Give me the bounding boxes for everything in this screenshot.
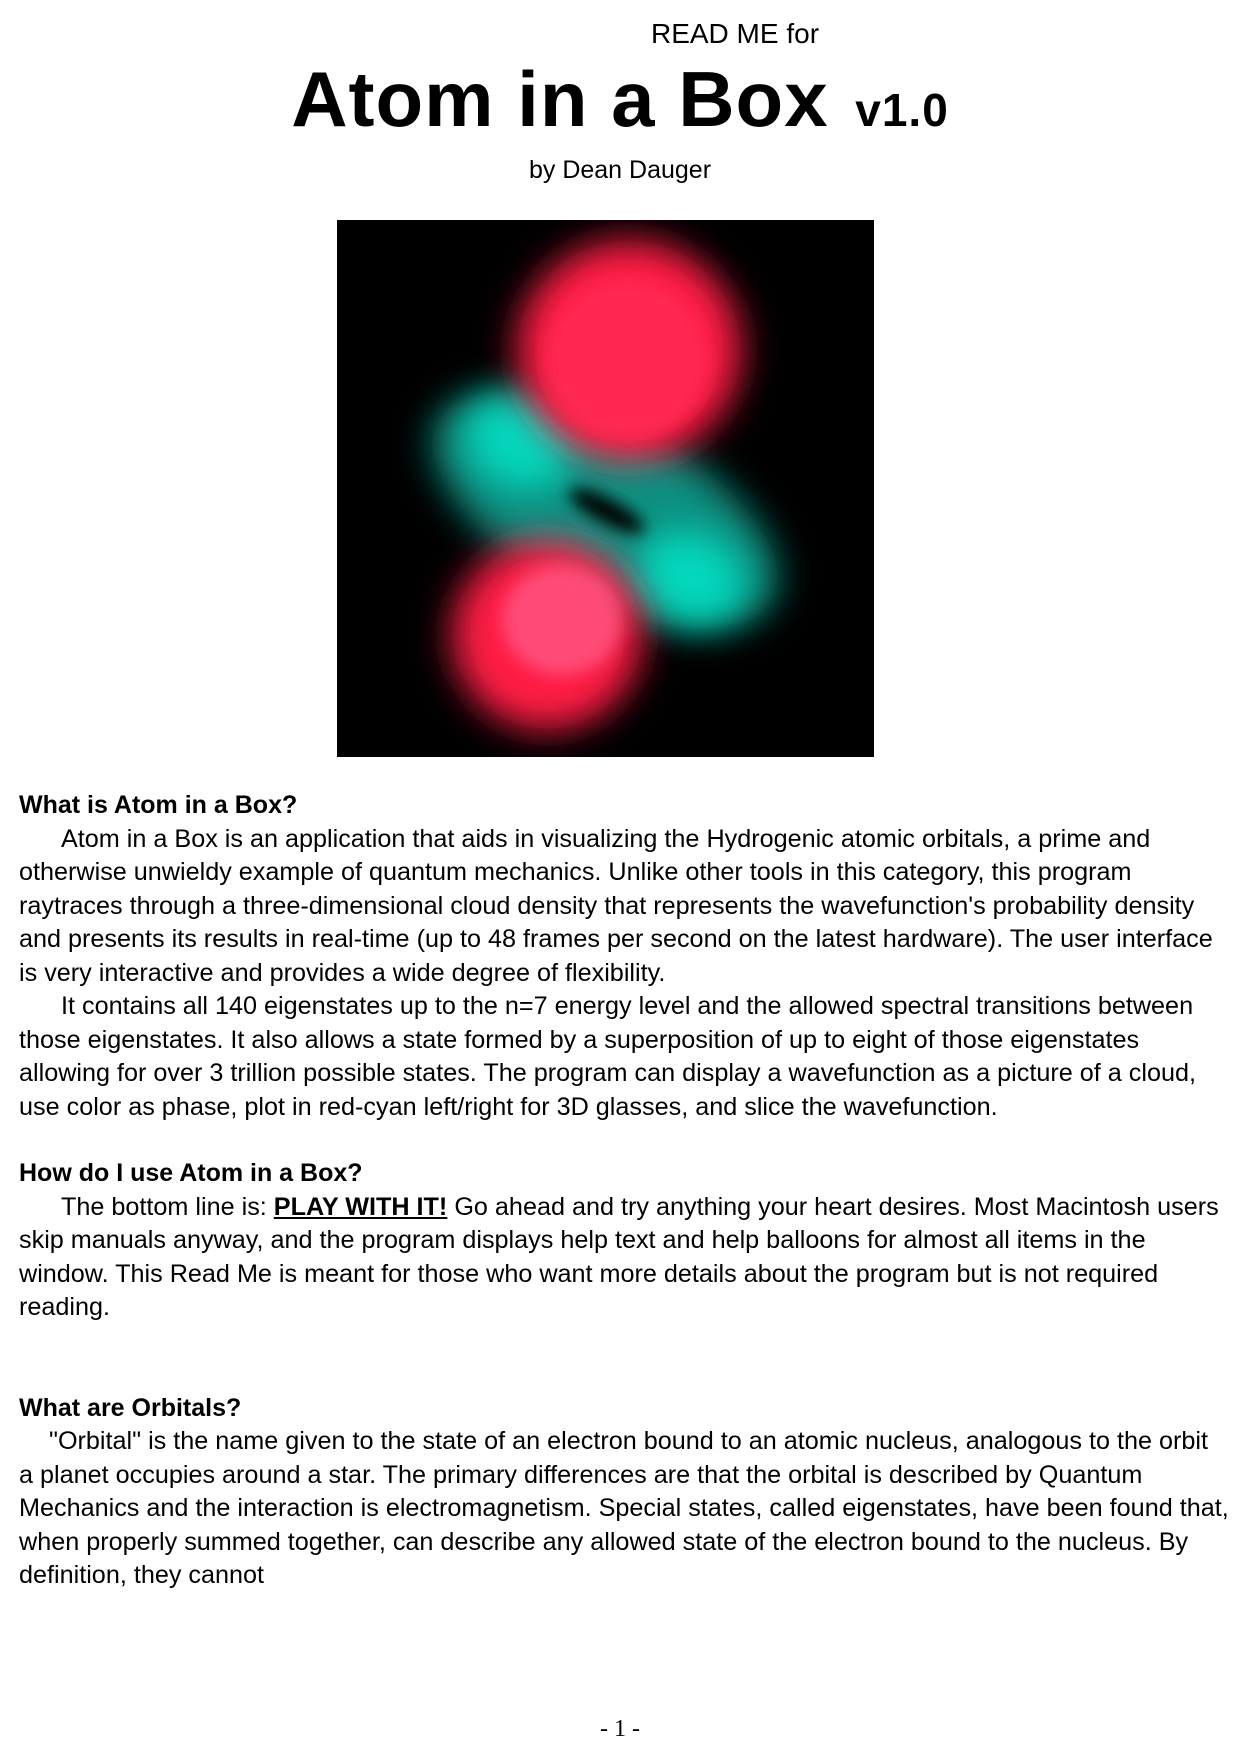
paragraph: "Orbital" is the name given to the state of an electron bound to an atomic nucleus, analogous to the orbit a planet occupies around a star. The primary differences are that the orbital is described by Quantum Mechanics and the interaction is electromagnetism. Special states, called eigenstates, have been found that, when properly summed together, can describe any allowed state of the electron bound to the nucleus. By definition, they cannot	[19, 1427, 1229, 1589]
version-label: v1.0	[855, 84, 949, 136]
body-text	[19, 789, 1229, 1593]
author-line: by Dean Dauger	[528, 156, 712, 184]
title-text: Atom in a Box	[291, 55, 829, 143]
orbital-svg	[337, 220, 874, 757]
paragraph: It contains all 140 eigenstates up to the n=7 energy level and the allowed spectral transitions between those eigenstates. It also allows a state formed by a superposition of up to eight of those eigenstates allowing for over 3 trillion possible states. The program can display a wavefunction as a picture of a cloud, use color as phase, plot in red-cyan left/right for 3D glasses, and slice the wavefunction.	[19, 992, 1196, 1121]
pre-title: READ ME for	[650, 18, 820, 49]
heading-how-use: How do I use Atom in a Box?	[19, 1159, 363, 1187]
how-use-rest: Go ahead and try anything your heart desires. Most Macintosh users skip manuals anyway, and the program displays help text and help balloons for almost all items in the window. This Read Me is meant for those who want more details about the program but is not required reading.	[19, 1192, 1219, 1321]
document-title	[0, 55, 1240, 143]
heading-orbitals: What are Orbitals?	[19, 1393, 242, 1422]
paragraph: Atom in a Box is an application that aids in visualizing the Hydrogenic atomic orbitals, a prime and otherwise unwieldy example of quantum mechanics. Unlike other tools in this category, this program raytraces through a three-dimensional cloud density that represents the wavefunction's probability density and presents its results in real-time (up to 48 frames per second on the latest hardware). The user interface is very interactive and provides a wide degree of flexibility.	[19, 824, 1213, 987]
paragraph	[19, 1191, 1229, 1325]
heading-what-is: What is Atom in a Box?	[19, 791, 298, 819]
orbital-illustration	[337, 220, 874, 757]
how-use-lead: The bottom line is:	[61, 1192, 274, 1221]
play-with-it-emphasis: PLAY WITH IT!	[273, 1192, 448, 1221]
page-number: - 1 -	[600, 1716, 640, 1742]
